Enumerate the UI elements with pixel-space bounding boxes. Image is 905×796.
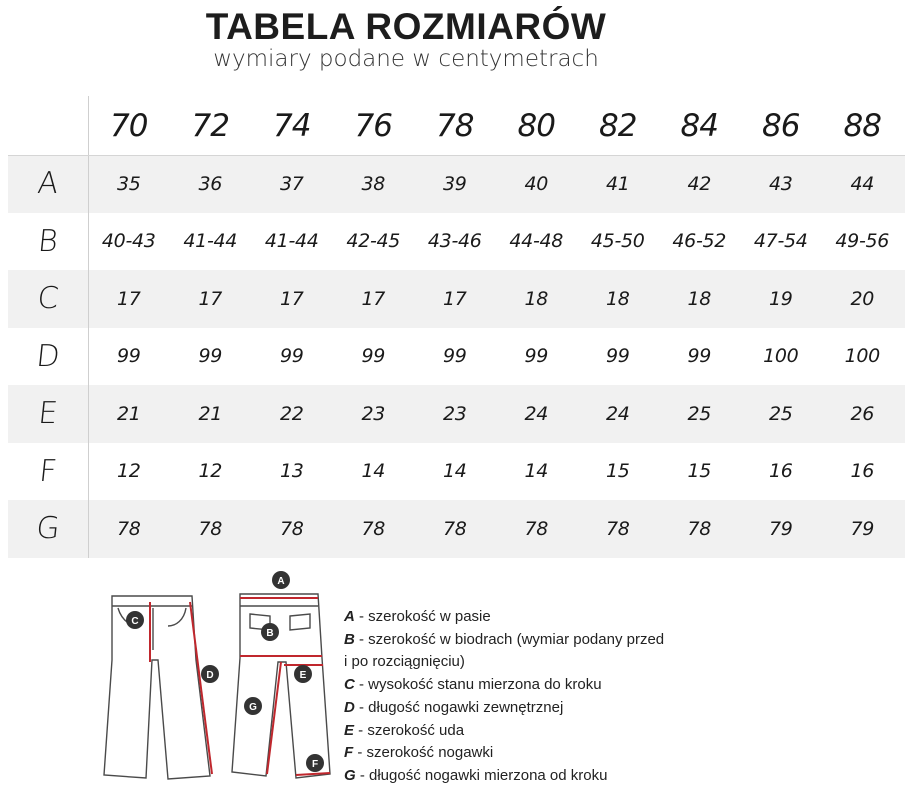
table-cell: 99 <box>442 345 467 368</box>
legend-item-a: A - szerokość w pasie <box>344 608 491 625</box>
marker-e-label: E <box>299 670 307 681</box>
table-cell: 24 <box>524 402 549 425</box>
table-cell: 14 <box>442 460 467 483</box>
table-row <box>8 155 905 213</box>
header-divider <box>8 155 905 156</box>
table-cell: 19 <box>768 287 793 310</box>
table-cell: 40 <box>524 172 549 195</box>
row-label: C <box>35 281 61 317</box>
table-cell: 17 <box>279 287 304 310</box>
column-divider <box>88 96 89 558</box>
table-cell: 99 <box>605 345 630 368</box>
size-header-cell: 86 <box>762 107 800 144</box>
marker-g-label: G <box>249 702 257 713</box>
measurement-d-line <box>190 602 212 774</box>
table-cell: 16 <box>850 460 875 483</box>
table-cell: 38 <box>361 172 386 195</box>
row-label: A <box>35 166 61 202</box>
table-body <box>8 155 905 558</box>
table-cell: 47-54 <box>753 230 808 253</box>
table-cell: 24 <box>605 402 630 425</box>
size-header-cell: 80 <box>517 107 555 144</box>
size-header-cell: 74 <box>273 107 311 144</box>
table-cell: 78 <box>116 517 141 540</box>
table-cell: 18 <box>524 287 549 310</box>
table-cell: 26 <box>850 402 875 425</box>
table-cell: 15 <box>687 460 712 483</box>
legend-item-e: E - szerokość uda <box>344 721 465 739</box>
page-subtitle: wymiary podane w centymetrach <box>213 46 599 72</box>
table-cell: 41 <box>605 172 630 195</box>
table-cell: 17 <box>198 287 223 310</box>
legend-item-c: C - wysokość stanu mierzona do kroku <box>344 676 602 694</box>
table-cell: 15 <box>605 460 630 483</box>
trousers-back-outline <box>232 594 330 778</box>
marker-g <box>244 697 262 715</box>
table-cell: 41-44 <box>264 230 319 253</box>
size-header-cell: 72 <box>191 107 229 144</box>
trousers-front-outline <box>104 596 210 779</box>
table-cell: 23 <box>442 402 467 425</box>
table-cell: 99 <box>361 345 386 368</box>
table-cell: 42-45 <box>346 230 401 253</box>
table-cell: 14 <box>361 460 386 483</box>
marker-c <box>126 611 144 629</box>
marker-f <box>306 754 324 772</box>
table-row <box>8 270 905 328</box>
table-cell: 49-56 <box>835 230 890 253</box>
row-label: G <box>34 511 62 547</box>
legend-item-b-continued: i po rozciągnięciu) <box>344 653 465 671</box>
table-cell: 99 <box>687 345 712 368</box>
table-cell: 22 <box>279 402 304 425</box>
table-row <box>8 500 905 558</box>
marker-d <box>201 665 219 683</box>
marker-c-label: C <box>131 616 139 627</box>
table-row <box>8 328 905 386</box>
size-header-cell: 82 <box>599 107 637 144</box>
table-cell: 78 <box>279 517 304 540</box>
table-cell: 99 <box>279 345 304 368</box>
marker-b <box>261 623 279 641</box>
marker-f-label: F <box>311 759 319 770</box>
size-header-cell: 70 <box>110 107 148 144</box>
table-cell: 99 <box>524 345 549 368</box>
table-cell: 79 <box>850 517 875 540</box>
table-cell: 17 <box>361 287 386 310</box>
row-label: F <box>37 453 59 489</box>
table-cell: 16 <box>768 460 793 483</box>
table-cell: 18 <box>687 287 712 310</box>
table-cell: 25 <box>768 402 793 425</box>
table-cell: 78 <box>198 517 223 540</box>
marker-d-label: D <box>206 670 214 681</box>
table-cell: 78 <box>442 517 467 540</box>
legend-item-f: F - szerokość nogawki <box>344 744 494 762</box>
trousers-diagram <box>100 570 335 790</box>
table-cell: 44 <box>850 172 875 195</box>
table-cell: 36 <box>198 172 223 195</box>
table-cell: 99 <box>116 345 141 368</box>
legend-item-g: G - długość nogawki mierzona od kroku <box>344 766 608 784</box>
table-cell: 45-50 <box>590 230 645 253</box>
table-cell: 21 <box>116 402 141 425</box>
row-label: B <box>36 223 60 259</box>
table-cell: 35 <box>116 172 141 195</box>
size-table <box>8 96 905 558</box>
table-row <box>8 385 905 443</box>
table-row <box>8 213 905 271</box>
table-cell: 99 <box>198 345 223 368</box>
marker-b-label: B <box>266 628 274 639</box>
page-title: TABELA ROZMIARÓW <box>205 6 607 47</box>
size-header-cell: 78 <box>436 107 474 144</box>
table-cell: 44-48 <box>509 230 564 253</box>
table-cell: 12 <box>198 460 223 483</box>
size-header-row <box>8 96 905 155</box>
row-label: D <box>34 338 62 374</box>
legend-item-d: D - długość nogawki zewnętrznej <box>344 698 564 716</box>
table-cell: 20 <box>850 287 875 310</box>
size-header-cell: 84 <box>680 107 718 144</box>
table-cell: 100 <box>844 345 880 368</box>
table-cell: 37 <box>279 172 304 195</box>
table-cell: 17 <box>442 287 467 310</box>
legend-item-b: B - szerokość w biodrach (wymiar podany przed <box>344 630 665 648</box>
size-header-cell: 88 <box>843 107 881 144</box>
row-label: E <box>36 396 60 432</box>
table-cell: 79 <box>768 517 793 540</box>
table-cell: 46-52 <box>672 230 727 253</box>
table-cell: 78 <box>605 517 630 540</box>
marker-a-label: A <box>277 576 285 587</box>
table-cell: 17 <box>116 287 141 310</box>
marker-a <box>272 571 290 589</box>
table-cell: 43-46 <box>427 230 482 253</box>
measurement-g-line <box>267 662 281 774</box>
table-cell: 39 <box>442 172 467 195</box>
table-cell: 14 <box>524 460 549 483</box>
table-cell: 41-44 <box>183 230 238 253</box>
table-cell: 12 <box>116 460 141 483</box>
table-cell: 18 <box>605 287 630 310</box>
table-cell: 100 <box>763 345 799 368</box>
size-header-cell: 76 <box>354 107 392 144</box>
table-cell: 25 <box>687 402 712 425</box>
table-cell: 43 <box>768 172 793 195</box>
table-cell: 13 <box>279 460 304 483</box>
table-cell: 78 <box>361 517 386 540</box>
table-cell: 42 <box>687 172 712 195</box>
table-cell: 78 <box>687 517 712 540</box>
table-cell: 21 <box>198 402 223 425</box>
table-cell: 78 <box>524 517 549 540</box>
table-cell: 40-43 <box>101 230 156 253</box>
table-cell: 23 <box>361 402 386 425</box>
marker-e <box>294 665 312 683</box>
table-row <box>8 443 905 501</box>
measurement-legend <box>344 606 904 788</box>
